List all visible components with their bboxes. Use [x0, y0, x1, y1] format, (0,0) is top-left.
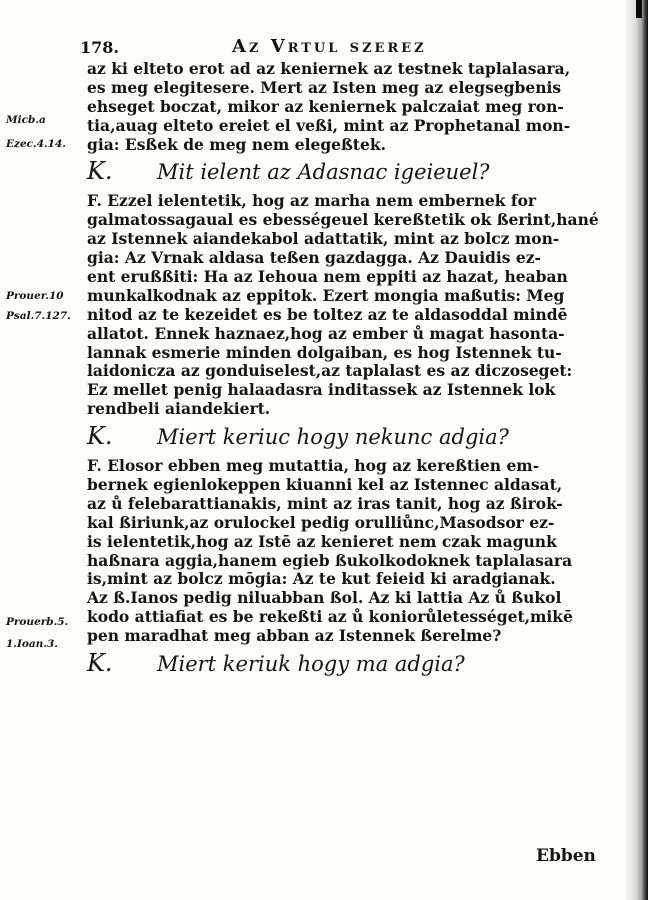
margin-note: Ezec.4.14. — [6, 138, 66, 150]
text-line: kal ßiriunk,az orulockel pedig orulliůnc,Masodsor ez- — [87, 512, 555, 532]
question-text: Miert keriuk hogy ma adgia? — [157, 652, 465, 677]
question-mark-k: K. — [87, 649, 113, 678]
text-line: munkalkodnak az eppitok. Ezert mongia maßutis: Meg — [87, 285, 565, 305]
margin-note: Prouer.10 — [6, 290, 64, 302]
question-text: Miert keriuc hogy nekunc adgia? — [157, 425, 509, 450]
question-text: Mit ielent az Adasnac igeieuel? — [157, 160, 490, 185]
text-line: az ki elteto erot ad az keniernek az testnek taplalasara, — [87, 59, 571, 78]
text-line: Az ß.Ianos pedig niluabban ßol. Az ki lattia Az ů ßukol — [87, 588, 562, 608]
body-text — [87, 60, 607, 684]
text-line: is ielentetik,hog az Istē az kenieret nem czak magunk — [87, 531, 557, 551]
text-line: gia: Esßek de meg nem elegeßtek. — [87, 134, 386, 154]
question-mark-k: K. — [87, 422, 113, 451]
margin-note: 1.Ioan.3. — [6, 638, 58, 650]
question-heading — [87, 646, 607, 684]
edge-mark — [636, 0, 642, 18]
margin-note: Prouerb.5. — [6, 616, 69, 628]
text-line: haßnara aggia,hanem egieb ßukolkodoknek taplalasara — [87, 550, 573, 570]
page-edge — [626, 0, 648, 900]
text-line: kodo attiafiat es be rekeßti az ů koniorůletességet,mikē — [87, 607, 573, 627]
margin-note: Psal.7.127. — [6, 310, 71, 322]
text-line: is,mint az bolcz mōgia: Az te kut feieid ki aradgianak. — [87, 569, 556, 589]
question-heading — [87, 419, 607, 457]
text-line: lannak esmerie minden dolgaiban, es hog Istennek tu- — [87, 342, 562, 362]
question-mark-k: K. — [87, 157, 113, 186]
text-line: galmatossagaual es ebességeuel kereßtetik ok ßerint,hané — [87, 210, 599, 230]
text-line: az ů felebarattianakis, mint az iras tanit, hog az ßirok- — [87, 493, 563, 513]
text-line: nitod az te kezeidet es be toltez az te aldasoddal mindē — [87, 304, 568, 324]
text-line: bernek egienlokeppen kiuanni kel az Istennec aldasat, — [87, 475, 563, 495]
running-head: Az Vrtul szerez — [232, 36, 427, 57]
question-heading — [87, 154, 607, 192]
margin-note: Micb.a — [6, 114, 46, 126]
text-line: F. Ezzel ielentetik, hog az marha nem embernek for — [87, 191, 537, 211]
text-line: F. Elosor ebben meg mutattia, hog az kereßtien em- — [87, 456, 540, 476]
text-line: ent erußßiti: Ha az Iehoua nem eppiti az hazat, heaban — [87, 267, 568, 287]
text-line: rendbeli aiandekiert. — [87, 399, 271, 419]
text-line: pen maradhat meg abban az Istennek ßerelme? — [87, 626, 502, 646]
text-line: es meg elegitesere. Mert az Isten meg az elegsegbenis — [87, 77, 562, 97]
text-line: Ez mellet penig halaadasra inditassek az Istennek lok — [87, 380, 556, 400]
text-line: gia: Az Vrnak aldasa teßen gazdagga. Az Dauidis ez- — [87, 248, 541, 268]
text-line: ehseget boczat, mikor az keniernek palczaiat meg ron- — [87, 96, 564, 116]
text-line: tia,auag elteto ereiet el veßi, mint az Prophetanal mon- — [87, 115, 571, 135]
catchword: Ebben — [536, 846, 596, 866]
text-line: allatot. Ennek haznaez,hog az ember ů magat hasonta- — [87, 323, 565, 343]
text-line: az Istennek aiandekabol adattatik, mint az bolcz mon- — [87, 229, 560, 249]
page-number: 178. — [80, 38, 119, 57]
text-line: laidonicza az gonduiselest,az taplalast es az diczoseget: — [87, 361, 573, 381]
